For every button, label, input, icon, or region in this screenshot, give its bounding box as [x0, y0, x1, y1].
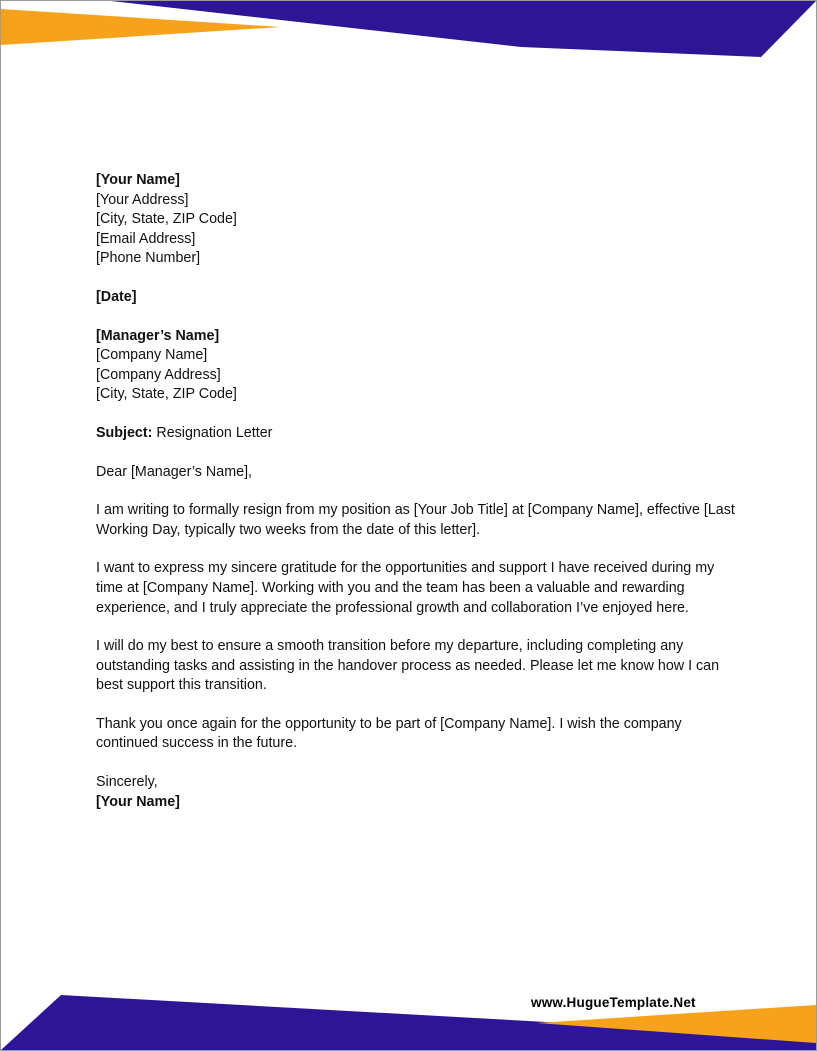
- subject-line: [96, 424, 736, 444]
- letter-date: [Date]: [96, 288, 137, 305]
- date-block: [96, 288, 736, 308]
- salutation-block: [96, 463, 736, 483]
- recipient-name: [Manager’s Name]: [96, 327, 220, 344]
- subject-text: Resignation Letter: [152, 424, 273, 441]
- sender-name: [Your Name]: [96, 172, 180, 188]
- recipient-address: [Company Address]: [96, 366, 221, 383]
- paragraph-4: [96, 715, 736, 754]
- sender-phone: [Phone Number]: [96, 250, 201, 267]
- recipient-city: [City, State, ZIP Code]: [96, 386, 237, 403]
- signature-name: [Your Name]: [96, 793, 180, 810]
- sender-email: [Email Address]: [96, 230, 196, 247]
- letter-body: [96, 171, 736, 812]
- subject-block: [96, 424, 736, 444]
- salutation: Dear [Manager’s Name],: [96, 463, 253, 480]
- sender-block: [96, 171, 736, 269]
- body-paragraph: I will do my best to ensure a smooth transition before my departure, including completing any outstanding tasks and assisting in the handover process as needed. Please let me know how I can best support this transition.: [96, 638, 720, 694]
- sender-address: [Your Address]: [96, 191, 189, 208]
- footer-website: www.HugueTemplate.Net: [531, 995, 696, 1010]
- signature-block: [96, 773, 736, 812]
- subject-label: Subject:: [96, 424, 153, 441]
- closing: Sincerely,: [96, 774, 158, 791]
- recipient-block: [96, 327, 736, 405]
- body-paragraph: I am writing to formally resign from my position as [Your Job Title] at [Company Name], effective [Last Working Day, typically two weeks from the date of this letter].: [96, 502, 735, 538]
- paragraph-3: [96, 637, 736, 696]
- paragraph-1: [96, 501, 736, 540]
- recipient-company: [Company Name]: [96, 347, 208, 364]
- paragraph-2: [96, 559, 736, 618]
- sender-city: [City, State, ZIP Code]: [96, 211, 237, 228]
- body-paragraph: Thank you once again for the opportunity to be part of [Company Name]. I wish the company continued success in the future.: [96, 715, 682, 752]
- body-paragraph: I want to express my sincere gratitude for the opportunities and support I have received during my time at [Company Name]. Working with you and the team has been a valuable and rewarding experience, and I truly appreciate the professional growth and collaboration I’ve enjoyed here.: [96, 560, 715, 616]
